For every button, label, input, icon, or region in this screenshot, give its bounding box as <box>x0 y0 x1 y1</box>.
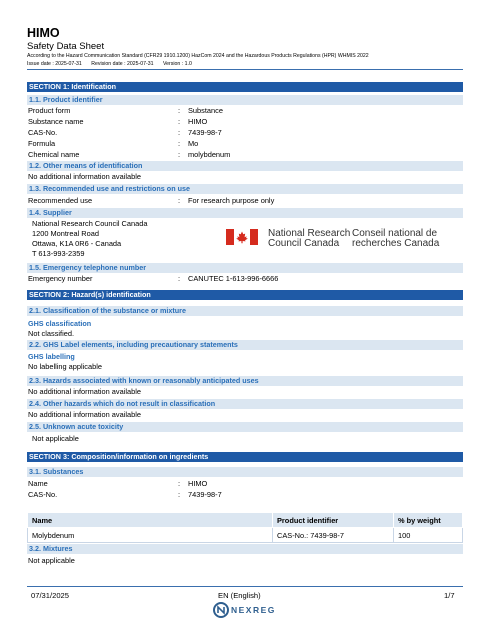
section-3-heading: SECTION 3: Composition/information on ingredients <box>27 452 463 462</box>
version: Version : 1.0 <box>163 61 192 67</box>
table-header-row <box>28 513 463 528</box>
mixtures-text: Not applicable <box>28 556 75 565</box>
nexreg-logo-icon <box>213 602 229 618</box>
table-cell: 100 <box>394 528 463 543</box>
row-value: 7439-98-7 <box>188 128 222 137</box>
footer-divider <box>27 586 463 587</box>
subsection-2-2: 2.2. GHS Label elements, including precautionary statements <box>27 340 463 350</box>
supplier-line: 1200 Montreal Road <box>32 229 99 238</box>
supplier-line: National Research Council Canada <box>32 219 148 228</box>
composition-table <box>27 512 463 543</box>
subsection-1-5: 1.5. Emergency telephone number <box>27 263 463 273</box>
row-value: Mo <box>188 139 199 148</box>
row-value: molybdenum <box>188 150 231 159</box>
emergency-number-value: CANUTEC 1-613-996-6666 <box>188 274 279 283</box>
document-title: HIMO <box>27 26 60 40</box>
substance-name-label: Name <box>28 479 48 488</box>
footer-page-number: 1/7 <box>444 591 455 600</box>
canada-flag-icon <box>226 229 258 245</box>
subsection-3-1: 3.1. Substances <box>27 467 463 477</box>
row-label: Substance name <box>28 117 84 126</box>
table-header: % by weight <box>394 513 463 528</box>
substance-name-value: HIMO <box>188 479 208 488</box>
footer-date: 07/31/2025 <box>31 591 70 600</box>
ghs-classification-label: GHS classification <box>28 319 92 328</box>
subsection-2-1: 2.1. Classification of the substance or mixture <box>27 306 463 316</box>
subsection-2-3: 2.3. Hazards associated with known or reasonably anticipated uses <box>27 376 463 386</box>
row-label: Chemical name <box>28 150 80 159</box>
row-value: Substance <box>188 106 223 115</box>
recommended-use-label: Recommended use <box>28 196 93 205</box>
substance-cas-label: CAS-No. <box>28 490 58 499</box>
row-label: Product form <box>28 106 71 115</box>
subsection-1-2: 1.2. Other means of identification <box>27 161 463 171</box>
footer-language: EN (English) <box>218 591 261 600</box>
row-value: HIMO <box>188 117 208 126</box>
subsection-1-4: 1.4. Supplier <box>27 208 463 218</box>
subsection-1-1: 1.1. Product identifier <box>27 95 463 105</box>
subsection-2-4: 2.4. Other hazards which do not result in classification <box>27 399 463 409</box>
acute-toxicity-text: Not applicable <box>32 434 79 443</box>
ghs-classification-text: Not classified. <box>28 329 75 338</box>
subsection-1-3: 1.3. Recommended use and restrictions on use <box>27 184 463 194</box>
subsection-3-2: 3.2. Mixtures <box>27 544 463 554</box>
regulation-line: According to the Hazard Communication Standard (CFR29 1910.1200) HazCom 2024 and the Hazardous Products Regulations (HPR) WHMIS 2022 <box>27 53 369 59</box>
supplier-line: Ottawa, K1A 0R6 - Canada <box>32 239 122 248</box>
supplier-line: T 613-993-2359 <box>32 249 85 258</box>
section-1-heading: SECTION 1: Identification <box>27 82 463 92</box>
row-label: CAS-No. <box>28 128 58 137</box>
other-identification-text: No additional information available <box>28 172 141 181</box>
table-header: Product identifier <box>273 513 394 528</box>
ghs-labelling-text: No labelling applicable <box>28 362 102 371</box>
section-2-heading: SECTION 2: Hazard(s) identification <box>27 290 463 300</box>
subsection-2-5: 2.5. Unknown acute toxicity <box>27 422 463 432</box>
nrc-logo-french: Conseil national de recherches Canada <box>352 228 440 249</box>
table-cell: Molybdenum <box>28 528 273 543</box>
nrc-logo-english: National Research Council Canada <box>268 228 351 249</box>
nexreg-logo-text: NEXREG <box>231 605 276 615</box>
emergency-number-label: Emergency number <box>28 274 93 283</box>
document-subtitle: Safety Data Sheet <box>27 41 105 52</box>
table-row <box>28 528 463 543</box>
table-cell: CAS-No.: 7439-98-7 <box>273 528 394 543</box>
hazards-uses-text: No additional information available <box>28 387 141 396</box>
issue-date: Issue date : 2025-07-31 <box>27 61 82 67</box>
substance-cas-value: 7439-98-7 <box>188 490 222 499</box>
table-header: Name <box>28 513 273 528</box>
header-divider <box>27 69 463 70</box>
issue-line <box>27 61 200 67</box>
revision-date: Revision date : 2025-07-31 <box>91 61 154 67</box>
ghs-labelling-label: GHS labelling <box>28 352 75 361</box>
row-label: Formula <box>28 139 56 148</box>
other-hazards-text: No additional information available <box>28 410 141 419</box>
recommended-use-value: For research purpose only <box>188 196 275 205</box>
